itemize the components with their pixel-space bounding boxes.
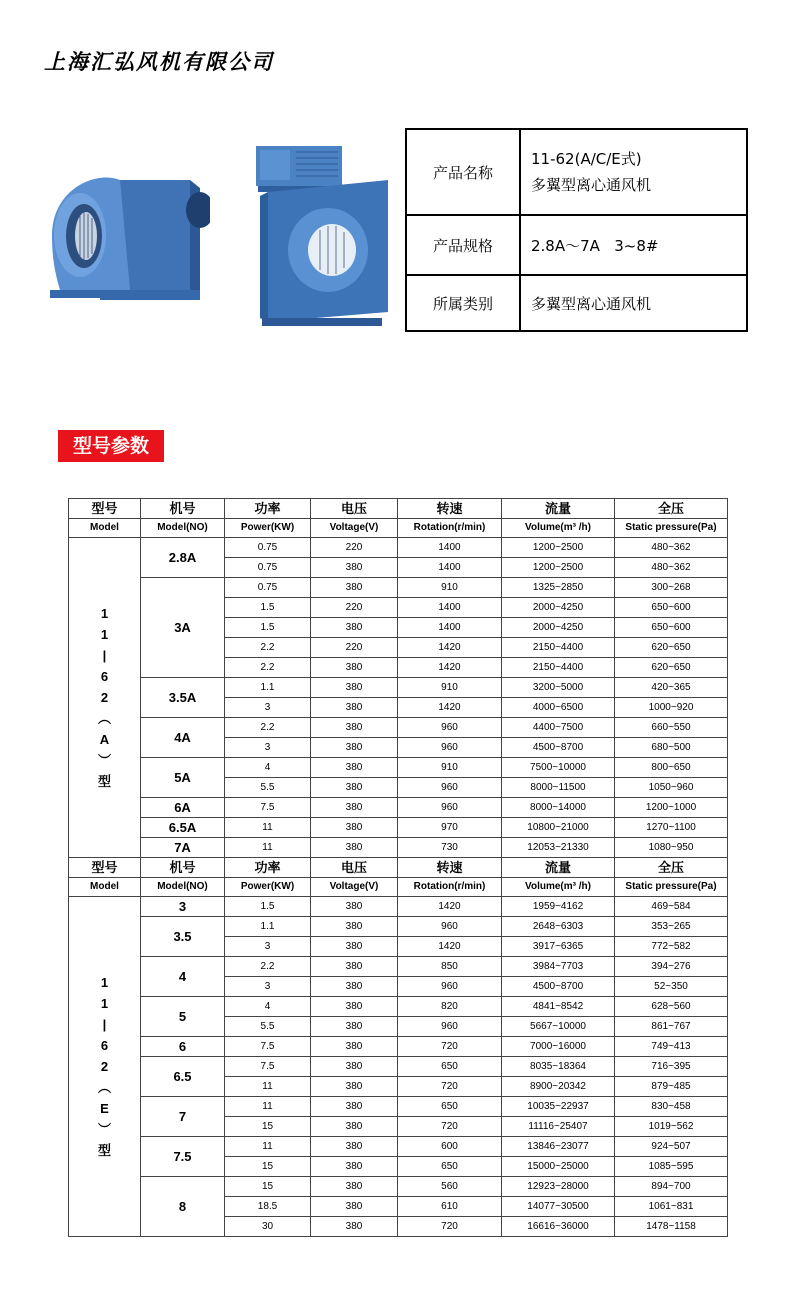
data-cell: 720 bbox=[398, 1117, 502, 1137]
data-cell: 2150~4400 bbox=[502, 658, 615, 678]
data-cell: 15 bbox=[225, 1177, 311, 1197]
series-char: ︵ bbox=[97, 711, 111, 726]
info-value bbox=[520, 129, 747, 215]
data-cell: 4500~8700 bbox=[502, 977, 615, 997]
data-cell: 0.75 bbox=[225, 538, 311, 558]
data-cell: 1420 bbox=[398, 658, 502, 678]
data-cell: 5.5 bbox=[225, 778, 311, 798]
model-no-cell: 5 bbox=[141, 997, 225, 1037]
data-cell: 560 bbox=[398, 1177, 502, 1197]
data-cell: 1000~920 bbox=[615, 698, 728, 718]
series-cell bbox=[69, 538, 141, 858]
model-no-cell: 8 bbox=[141, 1177, 225, 1237]
data-cell: 380 bbox=[311, 798, 398, 818]
data-cell: 380 bbox=[311, 678, 398, 698]
series-char: ︵ bbox=[97, 1080, 111, 1095]
header-en-cell: Model bbox=[69, 519, 141, 538]
series-char: 1 bbox=[100, 627, 109, 642]
data-cell: 960 bbox=[398, 798, 502, 818]
data-cell: 3984~7703 bbox=[502, 957, 615, 977]
header-cn-cell: 机号 bbox=[141, 858, 225, 878]
series-char: | bbox=[102, 1017, 107, 1032]
series-char: 1 bbox=[100, 975, 109, 990]
data-cell: 820 bbox=[398, 997, 502, 1017]
model-no-cell: 7A bbox=[141, 838, 225, 858]
data-cell: 1200~2500 bbox=[502, 558, 615, 578]
header-cn-cell: 全压 bbox=[615, 499, 728, 519]
series-char: ︶ bbox=[97, 1122, 111, 1137]
data-cell: 924~507 bbox=[615, 1137, 728, 1157]
model-no-cell: 6 bbox=[141, 1037, 225, 1057]
data-cell: 420~365 bbox=[615, 678, 728, 698]
info-label: 产品规格 bbox=[406, 215, 520, 275]
info-row-name bbox=[406, 129, 747, 215]
data-cell: 15 bbox=[225, 1157, 311, 1177]
header-en-cell: Voltage(V) bbox=[311, 519, 398, 538]
header-row-en bbox=[69, 878, 728, 897]
data-cell: 8000~14000 bbox=[502, 798, 615, 818]
fan-photo-a bbox=[40, 140, 210, 310]
data-cell: 894~700 bbox=[615, 1177, 728, 1197]
data-cell: 469~584 bbox=[615, 897, 728, 917]
data-cell: 15000~25000 bbox=[502, 1157, 615, 1177]
data-cell: 380 bbox=[311, 658, 398, 678]
data-cell: 2648~6303 bbox=[502, 917, 615, 937]
header-cn-cell: 转速 bbox=[398, 499, 502, 519]
header-cn-cell: 流量 bbox=[502, 858, 615, 878]
data-cell: 220 bbox=[311, 538, 398, 558]
data-cell: 800~650 bbox=[615, 758, 728, 778]
data-cell: 8900~20342 bbox=[502, 1077, 615, 1097]
data-cell: 960 bbox=[398, 738, 502, 758]
data-cell: 628~560 bbox=[615, 997, 728, 1017]
header-cn-cell: 机号 bbox=[141, 499, 225, 519]
data-cell: 1400 bbox=[398, 538, 502, 558]
data-cell: 4500~8700 bbox=[502, 738, 615, 758]
data-cell: 600 bbox=[398, 1137, 502, 1157]
header-row-cn bbox=[69, 499, 728, 519]
data-cell: 1478~1158 bbox=[615, 1217, 728, 1237]
data-cell: 620~650 bbox=[615, 638, 728, 658]
data-cell: 650~600 bbox=[615, 598, 728, 618]
series-char: 6 bbox=[100, 1038, 109, 1053]
data-cell: 11 bbox=[225, 818, 311, 838]
data-cell: 610 bbox=[398, 1197, 502, 1217]
data-cell: 910 bbox=[398, 758, 502, 778]
data-cell: 4841~8542 bbox=[502, 997, 615, 1017]
data-cell: 2.2 bbox=[225, 658, 311, 678]
model-no-cell: 3A bbox=[141, 578, 225, 678]
data-cell: 650 bbox=[398, 1097, 502, 1117]
data-cell: 380 bbox=[311, 1037, 398, 1057]
info-value-line: 多翼型离心通风机 bbox=[531, 176, 652, 194]
data-cell: 18.5 bbox=[225, 1197, 311, 1217]
header-cn-cell: 型号 bbox=[69, 499, 141, 519]
series-char: ︶ bbox=[97, 753, 111, 768]
data-cell: 7.5 bbox=[225, 798, 311, 818]
data-cell: 960 bbox=[398, 917, 502, 937]
series-char: | bbox=[102, 648, 107, 663]
table-row bbox=[69, 897, 728, 917]
table-row bbox=[69, 957, 728, 977]
data-cell: 650~600 bbox=[615, 618, 728, 638]
header-cn-cell: 流量 bbox=[502, 499, 615, 519]
data-cell: 220 bbox=[311, 638, 398, 658]
data-cell: 1080~950 bbox=[615, 838, 728, 858]
header-en-cell: Voltage(V) bbox=[311, 878, 398, 897]
data-cell: 8035~18364 bbox=[502, 1057, 615, 1077]
info-row-spec bbox=[406, 215, 747, 275]
data-cell: 380 bbox=[311, 897, 398, 917]
data-cell: 1400 bbox=[398, 558, 502, 578]
data-cell: 861~767 bbox=[615, 1017, 728, 1037]
data-cell: 2000~4250 bbox=[502, 618, 615, 638]
table-row bbox=[69, 838, 728, 858]
header-en-cell: Rotation(r/min) bbox=[398, 878, 502, 897]
model-no-cell: 3.5A bbox=[141, 678, 225, 718]
product-info-table bbox=[405, 128, 748, 332]
header-en-cell: Static pressure(Pa) bbox=[615, 878, 728, 897]
model-no-cell: 7.5 bbox=[141, 1137, 225, 1177]
data-cell: 1.5 bbox=[225, 618, 311, 638]
header-en-cell: Rotation(r/min) bbox=[398, 519, 502, 538]
data-cell: 7.5 bbox=[225, 1037, 311, 1057]
data-cell: 4 bbox=[225, 997, 311, 1017]
data-cell: 380 bbox=[311, 1097, 398, 1117]
header-row-en bbox=[69, 519, 728, 538]
data-cell: 1200~2500 bbox=[502, 538, 615, 558]
data-cell: 380 bbox=[311, 1077, 398, 1097]
data-cell: 220 bbox=[311, 598, 398, 618]
data-cell: 716~395 bbox=[615, 1057, 728, 1077]
header-en-cell: Volume(m³ /h) bbox=[502, 519, 615, 538]
header-en-cell: Power(KW) bbox=[225, 878, 311, 897]
data-cell: 7000~16000 bbox=[502, 1037, 615, 1057]
table-row bbox=[69, 678, 728, 698]
table-row bbox=[69, 578, 728, 598]
data-cell: 720 bbox=[398, 1217, 502, 1237]
series-char: E bbox=[100, 1101, 109, 1116]
data-cell: 850 bbox=[398, 957, 502, 977]
data-cell: 30 bbox=[225, 1217, 311, 1237]
header-en-cell: Power(KW) bbox=[225, 519, 311, 538]
data-cell: 380 bbox=[311, 738, 398, 758]
data-cell: 380 bbox=[311, 718, 398, 738]
series-cell bbox=[69, 897, 141, 1237]
data-cell: 2000~4250 bbox=[502, 598, 615, 618]
model-no-cell: 4 bbox=[141, 957, 225, 997]
data-cell: 3 bbox=[225, 937, 311, 957]
data-cell: 970 bbox=[398, 818, 502, 838]
header-cn-cell: 电压 bbox=[311, 858, 398, 878]
data-cell: 1085~595 bbox=[615, 1157, 728, 1177]
data-cell: 730 bbox=[398, 838, 502, 858]
header-cn-cell: 电压 bbox=[311, 499, 398, 519]
data-cell: 11 bbox=[225, 1137, 311, 1157]
data-cell: 380 bbox=[311, 1117, 398, 1137]
header-cn-cell: 功率 bbox=[225, 499, 311, 519]
data-cell: 380 bbox=[311, 698, 398, 718]
table-row bbox=[69, 758, 728, 778]
data-cell: 2.2 bbox=[225, 957, 311, 977]
data-cell: 910 bbox=[398, 678, 502, 698]
data-cell: 300~268 bbox=[615, 578, 728, 598]
spec-table bbox=[68, 498, 728, 1237]
fan-photo-e bbox=[248, 140, 398, 330]
model-no-cell: 6.5 bbox=[141, 1057, 225, 1097]
data-cell: 1420 bbox=[398, 897, 502, 917]
header-cn-cell: 全压 bbox=[615, 858, 728, 878]
model-no-cell: 4A bbox=[141, 718, 225, 758]
header-en-cell: Model(NO) bbox=[141, 878, 225, 897]
data-cell: 960 bbox=[398, 718, 502, 738]
data-cell: 4000~6500 bbox=[502, 698, 615, 718]
table-row bbox=[69, 1057, 728, 1077]
data-cell: 2.2 bbox=[225, 638, 311, 658]
data-cell: 1270~1100 bbox=[615, 818, 728, 838]
data-cell: 1.5 bbox=[225, 897, 311, 917]
info-value: 多翼型离心通风机 bbox=[520, 275, 747, 331]
data-cell: 620~650 bbox=[615, 658, 728, 678]
data-cell: 480~362 bbox=[615, 538, 728, 558]
header-cn-cell: 型号 bbox=[69, 858, 141, 878]
model-no-cell: 2.8A bbox=[141, 538, 225, 578]
data-cell: 380 bbox=[311, 1057, 398, 1077]
header-cn-cell: 功率 bbox=[225, 858, 311, 878]
data-cell: 380 bbox=[311, 1157, 398, 1177]
data-cell: 2150~4400 bbox=[502, 638, 615, 658]
data-cell: 0.75 bbox=[225, 558, 311, 578]
data-cell: 1400 bbox=[398, 598, 502, 618]
data-cell: 380 bbox=[311, 937, 398, 957]
data-cell: 1061~831 bbox=[615, 1197, 728, 1217]
data-cell: 16616~36000 bbox=[502, 1217, 615, 1237]
data-cell: 1200~1000 bbox=[615, 798, 728, 818]
info-label: 所属类别 bbox=[406, 275, 520, 331]
header-cn-cell: 转速 bbox=[398, 858, 502, 878]
data-cell: 380 bbox=[311, 1017, 398, 1037]
data-cell: 650 bbox=[398, 1057, 502, 1077]
series-char: 6 bbox=[100, 669, 109, 684]
model-no-cell: 5A bbox=[141, 758, 225, 798]
data-cell: 1050~960 bbox=[615, 778, 728, 798]
data-cell: 1400 bbox=[398, 618, 502, 638]
data-cell: 749~413 bbox=[615, 1037, 728, 1057]
data-cell: 720 bbox=[398, 1037, 502, 1057]
data-cell: 5.5 bbox=[225, 1017, 311, 1037]
table-row bbox=[69, 997, 728, 1017]
table-row bbox=[69, 718, 728, 738]
data-cell: 4 bbox=[225, 758, 311, 778]
series-char: 型 bbox=[97, 1143, 111, 1158]
data-cell: 1420 bbox=[398, 638, 502, 658]
data-cell: 380 bbox=[311, 1217, 398, 1237]
data-cell: 380 bbox=[311, 838, 398, 858]
table-row bbox=[69, 1177, 728, 1197]
data-cell: 380 bbox=[311, 1137, 398, 1157]
data-cell: 394~276 bbox=[615, 957, 728, 977]
data-cell: 1420 bbox=[398, 698, 502, 718]
data-cell: 650 bbox=[398, 1157, 502, 1177]
data-cell: 380 bbox=[311, 558, 398, 578]
data-cell: 7.5 bbox=[225, 1057, 311, 1077]
info-row-category bbox=[406, 275, 747, 331]
data-cell: 380 bbox=[311, 818, 398, 838]
data-cell: 380 bbox=[311, 578, 398, 598]
data-cell: 380 bbox=[311, 1177, 398, 1197]
data-cell: 11 bbox=[225, 838, 311, 858]
series-char: 2 bbox=[100, 1059, 109, 1074]
model-no-cell: 6A bbox=[141, 798, 225, 818]
table-row bbox=[69, 798, 728, 818]
table-row bbox=[69, 1097, 728, 1117]
table-row bbox=[69, 917, 728, 937]
data-cell: 4400~7500 bbox=[502, 718, 615, 738]
data-cell: 960 bbox=[398, 778, 502, 798]
spec-table-body bbox=[69, 499, 728, 1237]
header-en-cell: Model bbox=[69, 878, 141, 897]
header-en-cell: Model(NO) bbox=[141, 519, 225, 538]
data-cell: 680~500 bbox=[615, 738, 728, 758]
table-row bbox=[69, 1037, 728, 1057]
data-cell: 1.1 bbox=[225, 678, 311, 698]
data-cell: 10800~21000 bbox=[502, 818, 615, 838]
data-cell: 660~550 bbox=[615, 718, 728, 738]
data-cell: 11116~25407 bbox=[502, 1117, 615, 1137]
data-cell: 7500~10000 bbox=[502, 758, 615, 778]
data-cell: 3 bbox=[225, 698, 311, 718]
data-cell: 11 bbox=[225, 1097, 311, 1117]
data-cell: 720 bbox=[398, 1077, 502, 1097]
data-cell: 12053~21330 bbox=[502, 838, 615, 858]
series-char: 1 bbox=[100, 606, 109, 621]
data-cell: 380 bbox=[311, 917, 398, 937]
data-cell: 3 bbox=[225, 738, 311, 758]
data-cell: 1019~562 bbox=[615, 1117, 728, 1137]
data-cell: 3 bbox=[225, 977, 311, 997]
data-cell: 1420 bbox=[398, 937, 502, 957]
data-cell: 960 bbox=[398, 1017, 502, 1037]
data-cell: 380 bbox=[311, 997, 398, 1017]
table-row bbox=[69, 1137, 728, 1157]
data-cell: 0.75 bbox=[225, 578, 311, 598]
model-no-cell: 3.5 bbox=[141, 917, 225, 957]
table-row bbox=[69, 818, 728, 838]
data-cell: 772~582 bbox=[615, 937, 728, 957]
data-cell: 960 bbox=[398, 977, 502, 997]
data-cell: 8000~11500 bbox=[502, 778, 615, 798]
data-cell: 2.2 bbox=[225, 718, 311, 738]
data-cell: 879~485 bbox=[615, 1077, 728, 1097]
data-cell: 1.1 bbox=[225, 917, 311, 937]
series-char: A bbox=[99, 732, 110, 747]
data-cell: 1959~4162 bbox=[502, 897, 615, 917]
info-label: 产品名称 bbox=[406, 129, 520, 215]
header-en-cell: Static pressure(Pa) bbox=[615, 519, 728, 538]
data-cell: 910 bbox=[398, 578, 502, 598]
data-cell: 1325~2850 bbox=[502, 578, 615, 598]
data-cell: 14077~30500 bbox=[502, 1197, 615, 1217]
series-char: 1 bbox=[100, 996, 109, 1011]
data-cell: 1.5 bbox=[225, 598, 311, 618]
info-value: 2.8A～7A 3~8# bbox=[520, 215, 747, 275]
data-cell: 3200~5000 bbox=[502, 678, 615, 698]
series-char: 型 bbox=[97, 774, 111, 789]
data-cell: 5667~10000 bbox=[502, 1017, 615, 1037]
model-no-cell: 3 bbox=[141, 897, 225, 917]
model-no-cell: 6.5A bbox=[141, 818, 225, 838]
data-cell: 830~458 bbox=[615, 1097, 728, 1117]
data-cell: 480~362 bbox=[615, 558, 728, 578]
data-cell: 380 bbox=[311, 1197, 398, 1217]
data-cell: 11 bbox=[225, 1077, 311, 1097]
data-cell: 10035~22937 bbox=[502, 1097, 615, 1117]
data-cell: 380 bbox=[311, 778, 398, 798]
company-name: 上海汇弘风机有限公司 bbox=[44, 49, 274, 74]
header-row-cn bbox=[69, 858, 728, 878]
section-title-badge: 型号参数 bbox=[58, 430, 164, 462]
header-en-cell: Volume(m³ /h) bbox=[502, 878, 615, 897]
data-cell: 52~350 bbox=[615, 977, 728, 997]
data-cell: 353~265 bbox=[615, 917, 728, 937]
series-char: 2 bbox=[100, 690, 109, 705]
data-cell: 13846~23077 bbox=[502, 1137, 615, 1157]
info-value-line: 11-62(A/C/E式) bbox=[531, 150, 642, 168]
data-cell: 15 bbox=[225, 1117, 311, 1137]
model-no-cell: 7 bbox=[141, 1097, 225, 1137]
data-cell: 380 bbox=[311, 957, 398, 977]
data-cell: 12923~28000 bbox=[502, 1177, 615, 1197]
data-cell: 3917~6365 bbox=[502, 937, 615, 957]
data-cell: 380 bbox=[311, 758, 398, 778]
data-cell: 380 bbox=[311, 618, 398, 638]
table-row bbox=[69, 538, 728, 558]
data-cell: 380 bbox=[311, 977, 398, 997]
